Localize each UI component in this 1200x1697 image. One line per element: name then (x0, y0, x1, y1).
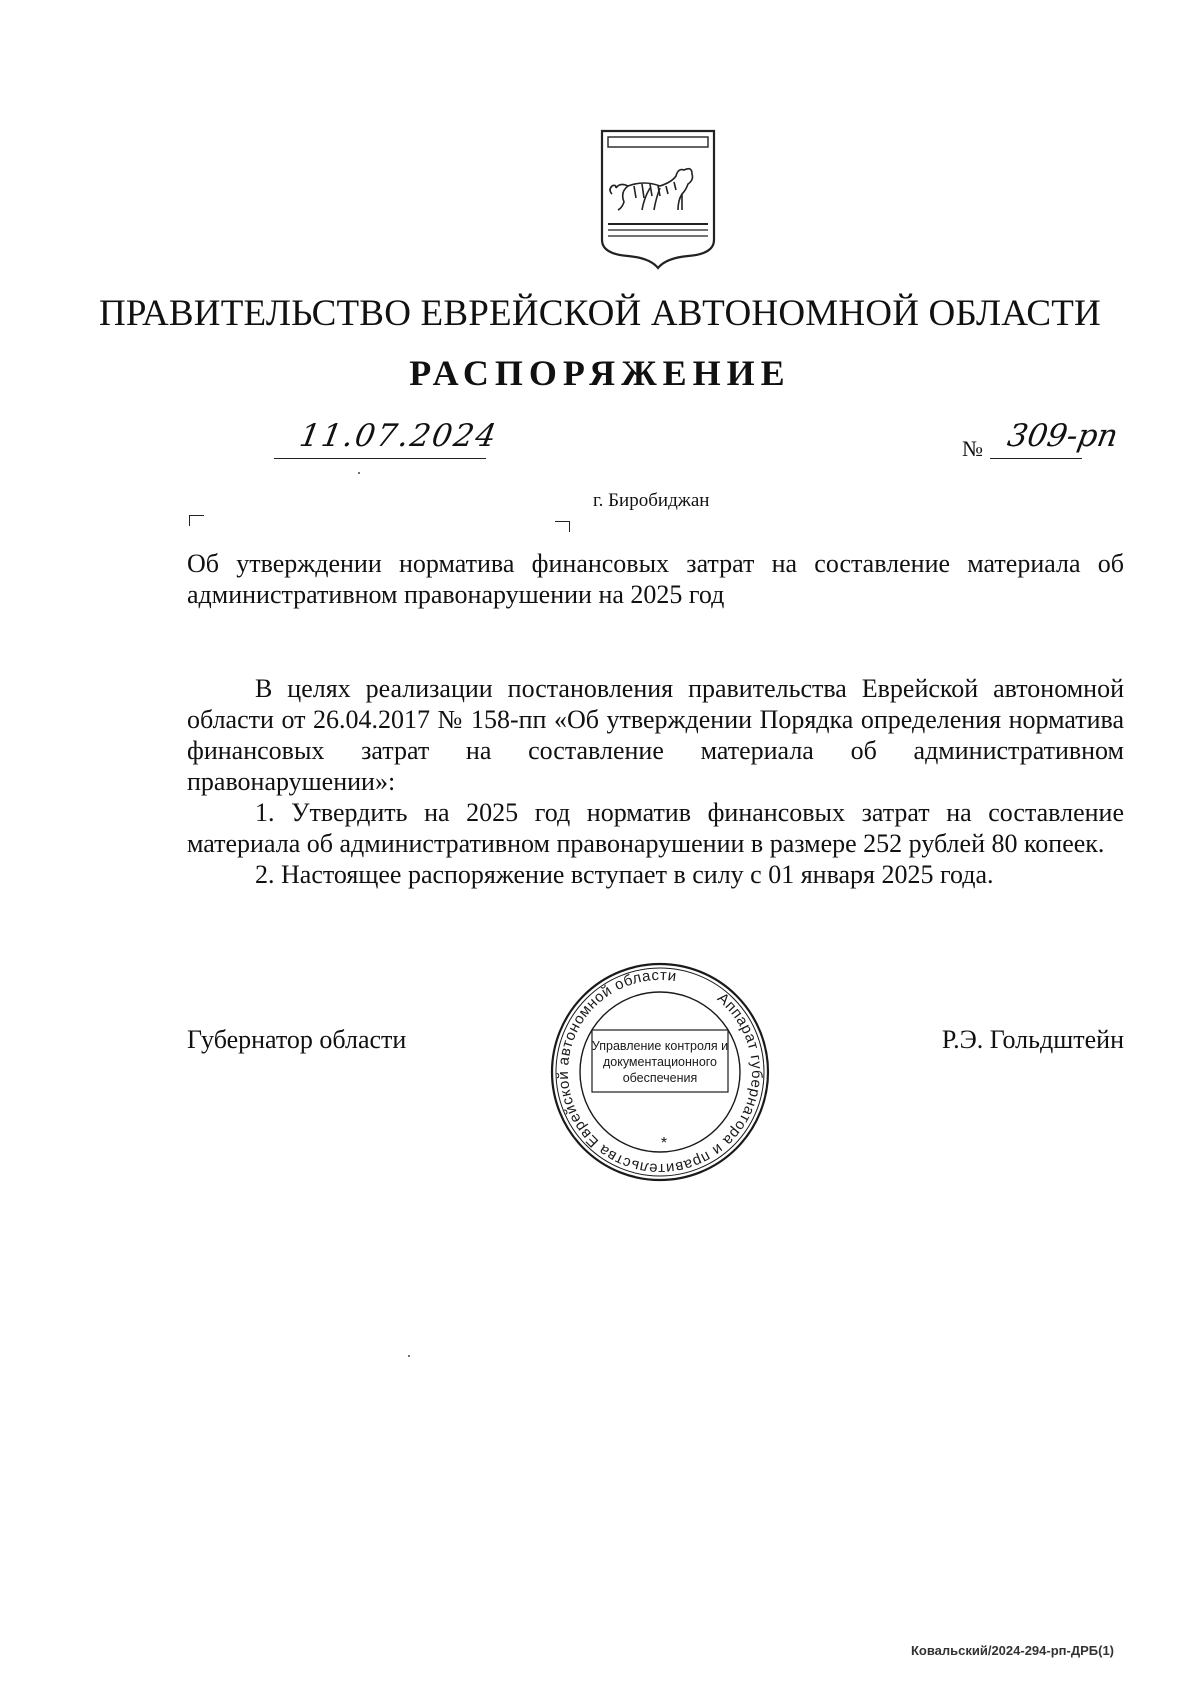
stamp-center-line-2: документационного (602, 1055, 718, 1069)
number-sign: № (962, 436, 983, 461)
date-underline (274, 458, 486, 459)
stamp-outer-text: Аппарат губернатора и правительства Еврейской автономной области (554, 966, 766, 1178)
document-number: 309-рп (1004, 418, 1121, 454)
body-item-1: 1. Утвердить на 2025 год норматив финансовых затрат на составление материала об административном правонарушении в размере 252 рублей 80 копеек. (187, 798, 1124, 858)
stamp-center-line-3: обеспечения (622, 1071, 698, 1085)
speck-mark (408, 1355, 410, 1357)
issue-city: г. Биробиджан (593, 490, 710, 511)
document-type-title: РАСПОРЯЖЕНИЕ (409, 353, 791, 393)
subject-corner-left (189, 515, 204, 526)
number-underline (990, 458, 1082, 459)
government-title: ПРАВИТЕЛЬСТВО ЕВРЕЙСКОЙ АВТОНОМНОЙ ОБЛАСТИ (99, 293, 1101, 334)
coat-of-arms-emblem (598, 128, 718, 270)
subject-corner-right (555, 521, 570, 532)
body-item-2: 2. Настоящее распоряжение вступает в силу с 01 января 2025 года. (255, 860, 994, 889)
tiger-icon (610, 169, 693, 210)
document-body (187, 673, 1124, 890)
body-preamble: В целях реализации постановления правительства Еврейской автономной области от 26.04.2017 № 158-пп «Об утверждении Порядка определения норматива финансовых затрат на составление материала об административном правонарушении»: (187, 674, 1124, 796)
official-stamp (548, 960, 772, 1184)
signatory-name: Р.Э. Гольдштейн (941, 1025, 1124, 1054)
signatory-position: Губернатор области (187, 1025, 407, 1054)
document-subject: Об утверждении норматива финансовых затрат на составление материала об административном правонарушении на 2025 год (187, 549, 1124, 609)
stamp-center-line-1: Управление контроля и (591, 1039, 729, 1053)
document-date: 11.07.2024 (296, 418, 501, 454)
speck-mark (358, 472, 360, 474)
stamp-star-icon: * (660, 1135, 668, 1152)
footer-reference: Ковальский/2024-294-рп-ДРБ(1) (910, 1643, 1114, 1658)
